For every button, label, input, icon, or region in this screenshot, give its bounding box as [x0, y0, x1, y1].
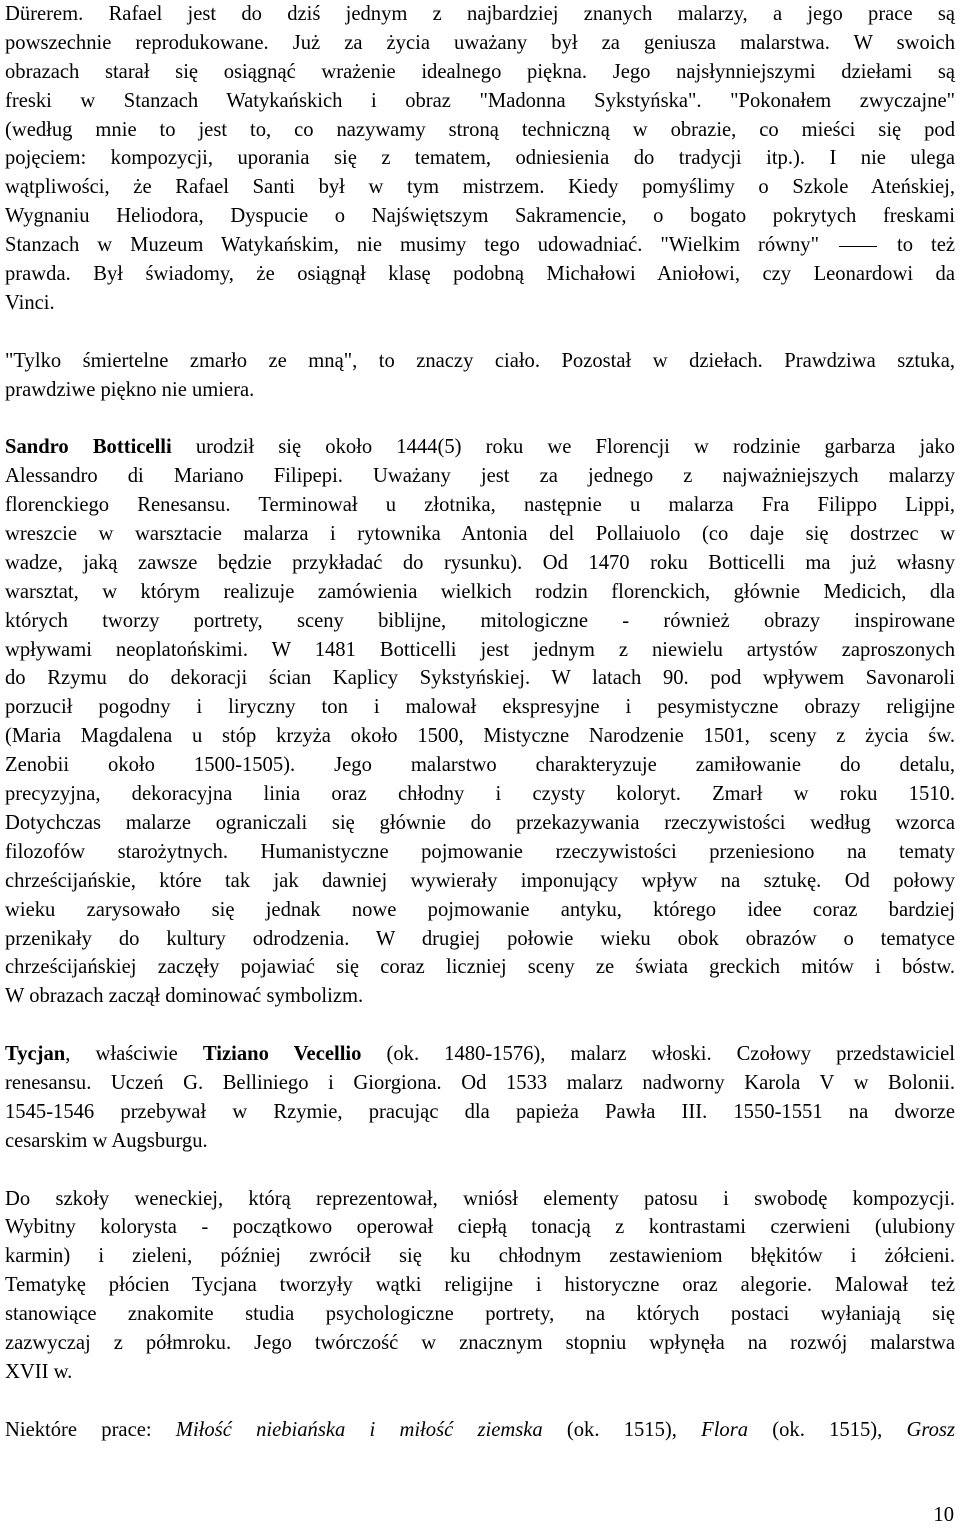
- text-segment: Niektóre prace:: [5, 1418, 176, 1441]
- text-line: pojęciem: kompozycji, uporania się z tematem, odniesienia do tradycji itp.). I nie ulega: [5, 147, 955, 170]
- artist-name: Sandro Botticelli: [5, 436, 172, 459]
- paragraph-quote: [5, 347, 955, 405]
- paragraph-tycjan: [5, 1040, 955, 1156]
- text-line: wieku zarysowało się jednak nowe pojmowanie antyku, którego idee coraz bardziej: [5, 898, 955, 921]
- text-line: Dotychczas malarze ograniczali się głównie do przekazywania rzeczywistości według wzorca: [5, 811, 955, 834]
- paragraph-works: [5, 1416, 955, 1445]
- text-line: [5, 1416, 955, 1445]
- text-line: cesarskim w Augsburgu.: [5, 1129, 208, 1152]
- text-line: prawda. Był świadomy, że osiągnął klasę podobną Michałowi Aniołowi, czy Leonardowi da: [5, 263, 955, 286]
- text-line: porzucił pogodny i liryczny ton i malował ekspresyjne i pesymistyczne obrazy religijne: [5, 696, 955, 719]
- text-line: obrazach starał się osiągnąć wrażenie idealnego piękna. Jego najsłynniejszymi dziełami są: [5, 60, 955, 83]
- text-line: chrześcijańskiej zaczęły pojawiać się coraz liczniej sceny ze świata greckich mitów i bóstw.: [5, 956, 955, 979]
- text-segment: (ok. 1515),: [542, 1418, 702, 1441]
- text-line: [5, 433, 955, 462]
- text-line: filozofów starożytnych. Humanistyczne pojmowanie rzeczywistości przeniesiono na tematy: [5, 840, 955, 863]
- artist-name: Tycjan: [5, 1043, 66, 1066]
- text-line: Wybitny kolorysta - początkowo operował ciepłą tonacją z kontrastami czerwieni (ulubiony: [5, 1216, 955, 1239]
- text-line: [5, 231, 955, 260]
- text-segment: urodził się około 1444(5) roku we Florencji w rodzinie garbarza jako: [171, 436, 955, 459]
- text-line: przenikały do kultury odrodzenia. W drugiej połowie wieku obok obrazów o tematyce: [5, 927, 955, 950]
- text-line: Do szkoły weneckiej, którą reprezentował, wniósł elementy patosu i swobodę kompozycji.: [5, 1187, 955, 1210]
- text-line: stanowiące znakomite studia psychologiczne portrety, na których postaci wyłaniają się: [5, 1303, 955, 1326]
- text-line: Dürerem. Rafael jest do dziś jednym z najbardziej znanych malarzy, a jego prace są: [5, 3, 955, 25]
- text-line: W obrazach zaczął dominować symbolizm.: [5, 985, 364, 1008]
- text-line: precyzyjna, dekoracyjna linia oraz chłodny i czysty koloryt. Zmarł w roku 1510.: [5, 783, 955, 806]
- text-line: powszechnie reprodukowane. Już za życia uważany był za geniusza malarstwa. W swoich: [5, 31, 955, 54]
- text-line: (Maria Magdalena u stóp krzyża około 1500, Mistyczne Narodzenie 1501, sceny z życia św.: [5, 725, 955, 748]
- text-line: karmin) i zieleni, później zwrócił się ku chłodnym zestawieniom błękitów i żółcieni.: [5, 1245, 955, 1268]
- text-line: 1545-1546 przebywał w Rzymie, pracując dla papieża Pawła III. 1550-1551 na dworze: [5, 1100, 955, 1123]
- document-page: [5, 0, 955, 1445]
- text-line: wpływami neoplatońskimi. W 1481 Botticelli jest jednym z niewielu artystów zaproszonych: [5, 638, 955, 661]
- text-segment: (ok. 1515),: [748, 1418, 907, 1441]
- work-title: Flora: [701, 1418, 749, 1441]
- artist-full-name: Tiziano Vecellio: [202, 1043, 362, 1066]
- text-line: [5, 1040, 955, 1069]
- text-line: renesansu. Uczeń G. Belliniego i Giorgiona. Od 1533 malarz nadworny Karola V w Bolonii.: [5, 1071, 955, 1094]
- work-title: Grosz: [906, 1418, 955, 1441]
- text-segment: Stanzach w Muzeum Watykańskim, nie musimy tego udowadniać. "Wielkim równy": [5, 234, 820, 257]
- text-line: prawdziwe piękno nie umiera.: [5, 378, 255, 401]
- text-line: (według mnie to jest to, co nazywamy stroną techniczną w obrazie, co mieści się pod: [5, 118, 955, 141]
- text-line: Vinci.: [5, 291, 55, 314]
- text-line: "Tylko śmiertelne zmarło ze mną", to znaczy ciało. Pozostał w dziełach. Prawdziwa sztuka,: [5, 349, 955, 372]
- text-line: wadze, jaką zawsze będzie przykładać do rysunku). Od 1470 roku Botticelli ma już własny: [5, 551, 955, 574]
- text-line: freski w Stanzach Watykańskich i obraz "Madonna Sykstyńska". "Pokonałem zwyczajne": [5, 89, 955, 112]
- text-line: Alessandro di Mariano Filipepi. Uważany jest za jednego z najważniejszych malarzy: [5, 465, 955, 488]
- paragraph-rafael: [5, 0, 955, 318]
- paragraph-botticelli: [5, 433, 955, 1011]
- page-number: 10: [933, 1504, 954, 1526]
- em-dash: [839, 246, 877, 247]
- text-segment: , właściwie: [65, 1043, 203, 1066]
- text-segment: to też: [896, 234, 955, 257]
- text-line: wątpliwości, że Rafael Santi był w tym mistrzem. Kiedy pomyślimy o Szkole Ateńskiej,: [5, 176, 955, 199]
- text-line: Wygnaniu Heliodora, Dyspucie o Najświętszym Sakramencie, o bogato pokrytych freskami: [5, 205, 955, 228]
- paragraph-venetian-school: [5, 1185, 955, 1387]
- text-line: zazwyczaj z półmroku. Jego twórczość w znacznym stopniu wpłynęła na rozwój malarstwa: [5, 1331, 955, 1354]
- text-line: do Rzymu do dekoracji ścian Kaplicy Sykstyńskiej. W latach 90. pod wpływem Savonaroli: [5, 667, 955, 690]
- work-title: Miłość niebiańska i miłość ziemska: [175, 1418, 543, 1441]
- text-line: Zenobii około 1500-1505). Jego malarstwo charakteryzuje zamiłowanie do detalu,: [5, 754, 955, 777]
- text-line: florenckiego Renesansu. Terminował u złotnika, następnie u malarza Fra Filippo Lippi,: [5, 494, 955, 517]
- text-line: których tworzy portrety, sceny biblijne, mitologiczne - również obrazy inspirowane: [5, 609, 955, 632]
- text-line: chrześcijańskie, które tak jak dawniej wywierały imponujący wpływ na sztukę. Od połowy: [5, 869, 955, 892]
- text-line: XVII w.: [5, 1360, 73, 1383]
- text-line: Tematykę płócien Tycjana tworzyły wątki religijne i historyczne oraz alegorie. Malował też: [5, 1274, 955, 1297]
- text-line: warsztat, w którym realizuje zamówienia wielkich rodzin florenckich, głównie Medicich, dla: [5, 580, 955, 603]
- text-segment: (ok. 1480-1576), malarz włoski. Czołowy przedstawiciel: [361, 1043, 956, 1066]
- text-line: wreszcie w warsztacie malarza i rytownika Antonia del Pollaiuolo (co daje się dostrzec w: [5, 523, 955, 546]
